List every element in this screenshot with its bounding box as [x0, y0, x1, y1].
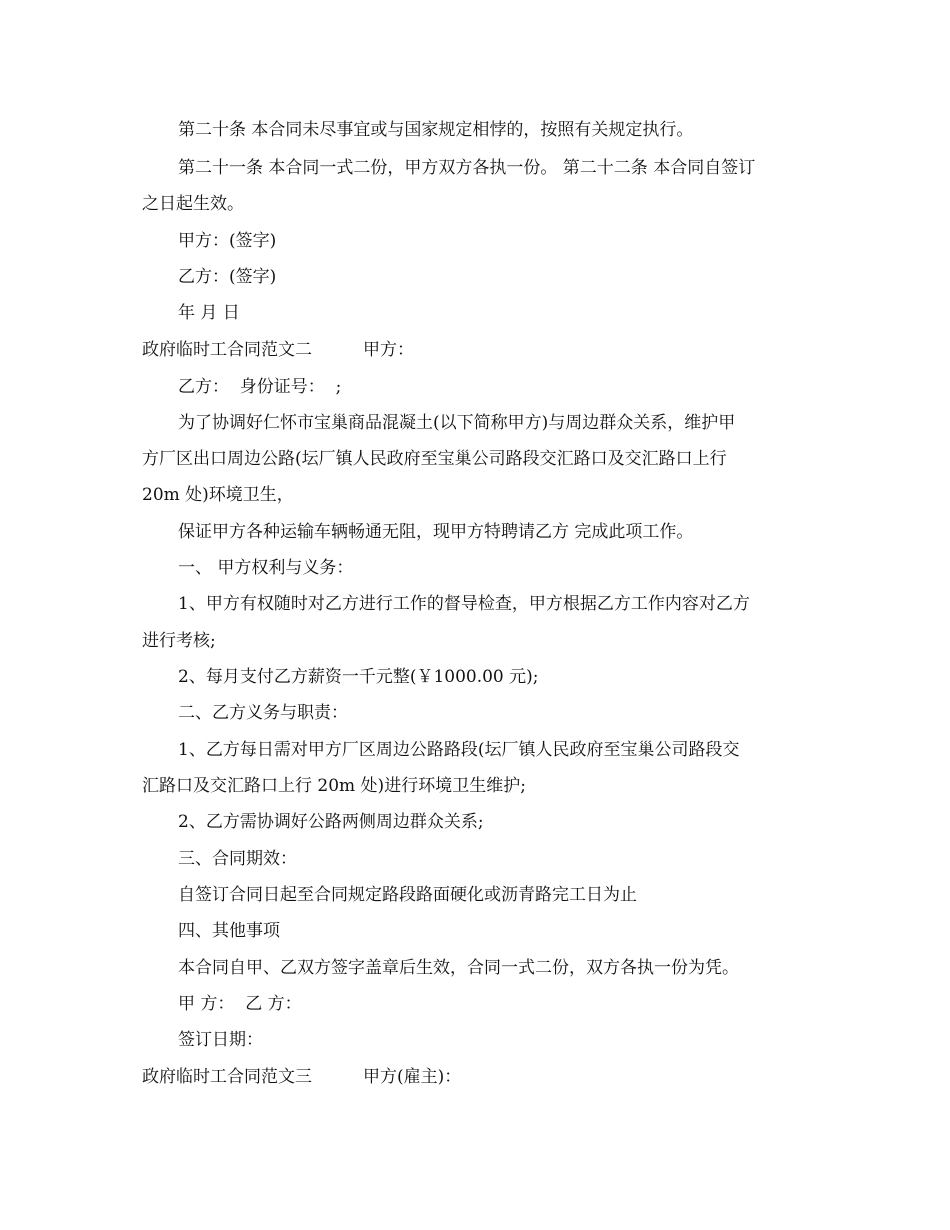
party-b-id: 乙方： 身份证号： ;	[178, 377, 342, 397]
section-title-2: 政府临时工合同范文二 甲方：	[142, 340, 414, 360]
section-title-3: 政府临时工合同范文三 甲方(雇主)：	[142, 1067, 462, 1087]
party-b-item-1-cont: 汇路口及交汇路口上行 20m 处)进行环境卫生维护;	[142, 776, 526, 796]
other-text: 本合同自甲、乙双方签字盖章后生效，合同一式二份，双方各执一份为凭。	[178, 958, 739, 978]
heading-party-a: 一、 甲方权利与义务：	[178, 558, 354, 578]
clause-21-22: 第二十一条 本合同一式二份，甲方双方各执一份。 第二十二条 本合同自签订	[178, 158, 756, 178]
party-b-signature: 乙方：(签字)	[178, 267, 277, 287]
term-text: 自签订合同日起至合同规定路段路面硬化或沥青路完工日为止	[178, 885, 637, 905]
intro-paragraph-2: 方厂区出口周边公路(坛厂镇人民政府至宝巢公司路段交汇路口及交汇路口上行	[142, 449, 727, 469]
party-a-item-1: 1、甲方有权随时对乙方进行工作的督导检查，甲方根据乙方工作内容对乙方	[178, 594, 750, 614]
clause-22-cont: 之日起生效。	[142, 194, 244, 214]
intro-paragraph: 为了协调好仁怀市宝巢商品混凝土(以下简称甲方)与周边群众关系，维护甲	[178, 413, 736, 433]
party-a-item-2: 2、每月支付乙方薪资一千元整(￥1000.00 元);	[178, 667, 539, 687]
intro-paragraph-3: 20m 处)环境卫生，	[142, 485, 294, 505]
heading-party-b: 二、乙方义务与职责：	[178, 703, 348, 723]
signing-date: 签订日期：	[178, 1030, 263, 1050]
party-a-item-1-cont: 进行考核;	[142, 631, 216, 651]
heading-term: 三、合同期效：	[178, 849, 297, 869]
party-b-item-1: 1、乙方每日需对甲方厂区周边公路路段(坛厂镇人民政府至宝巢公司路段交	[178, 740, 740, 760]
signatures-line: 甲 方： 乙 方：	[178, 994, 302, 1014]
party-a-signature: 甲方：(签字)	[178, 231, 277, 251]
purpose-paragraph: 保证甲方各种运输车辆畅通无阻，现甲方特聘请乙方 完成此项工作。	[178, 522, 694, 542]
party-b-item-2: 2、乙方需协调好公路两侧周边群众关系;	[178, 812, 484, 832]
clause-20: 第二十条 本合同未尽事宜或与国家规定相悖的，按照有关规定执行。	[178, 120, 694, 140]
date-line: 年 月 日	[178, 303, 240, 323]
heading-other: 四、其他事项	[178, 921, 280, 941]
